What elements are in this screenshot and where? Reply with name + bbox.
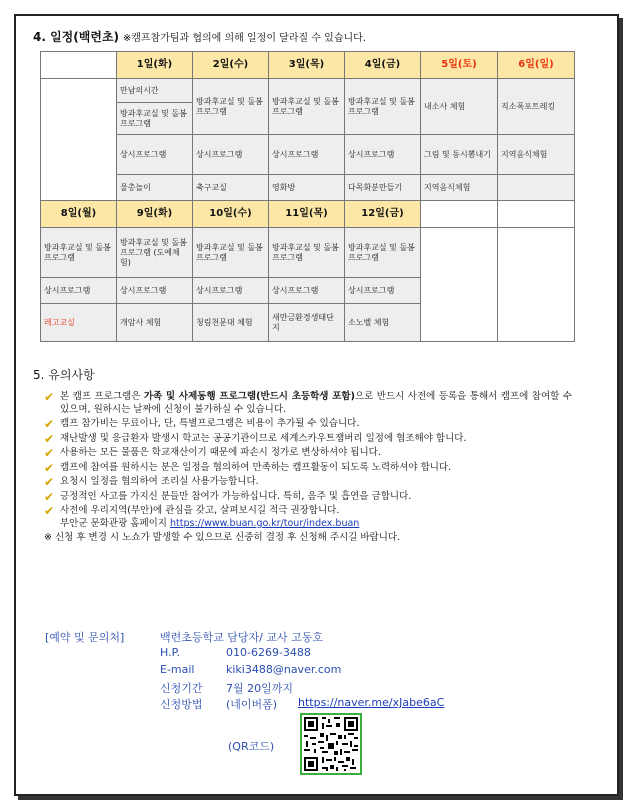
note-text: 캠프에 참여를 원하시는 분은 일정을 협의하여 만족하는 캠프활동이 되도록 노력하셔야 합니다. bbox=[60, 461, 452, 473]
note-text: 본 캠프 프로그램은 bbox=[60, 391, 144, 402]
qr-code-icon bbox=[302, 715, 360, 773]
schedule-cell: 상시프로그램 bbox=[117, 135, 193, 175]
schedule-cell: 상시프로그램 bbox=[345, 135, 421, 175]
note-text: 긍정적인 사고를 가지신 분들만 참여가 가능하십니다. 특히, 음주 및 흡연을 금합니다. bbox=[60, 490, 412, 502]
deadline-label: 신청기간 bbox=[160, 682, 203, 695]
schedule-cell: 축구교실 bbox=[193, 175, 269, 201]
note-item bbox=[44, 433, 572, 446]
schedule-title: 4. 일정(백련초) bbox=[33, 30, 120, 44]
hp-label: H.P. bbox=[160, 646, 180, 659]
schedule-cell: 방과후교실 및 돌봄프로그램 bbox=[345, 79, 421, 135]
note-text: 으로 반드시 사전에 등록을 통해서 캠프에 참여할 수 있으며, 원하시는 날짜에 신청이 불가하실 수 있습니다. bbox=[60, 391, 572, 415]
schedule-empty bbox=[498, 228, 575, 342]
day-header: 3일(목) bbox=[269, 52, 345, 79]
deadline-value: 7월 20일까지 bbox=[226, 682, 293, 695]
schedule-cell: 지역음식체험 bbox=[498, 135, 575, 175]
day-header: 2일(수) bbox=[193, 52, 269, 79]
day-header: 9일(화) bbox=[117, 201, 193, 228]
checkmark-icon: ✔ bbox=[44, 417, 55, 432]
notes-section-title bbox=[33, 366, 95, 383]
schedule-cell: 상시프로그램 bbox=[269, 135, 345, 175]
schedule-cell: 청림천문대 체험 bbox=[193, 304, 269, 342]
note-footnote bbox=[44, 532, 572, 545]
schedule-cell: 물총놀이 bbox=[117, 175, 193, 201]
schedule-cell: 방과후교실 및 돌봄프로그램 bbox=[345, 228, 421, 278]
qr-label: (QR코드) bbox=[228, 740, 275, 753]
schedule-row-label bbox=[41, 79, 117, 201]
schedule-cell: 방과후교실 및 돌봄프로그램 bbox=[193, 79, 269, 135]
day-header: 10일(수) bbox=[193, 201, 269, 228]
schedule-cell: 소노벨 체험 bbox=[345, 304, 421, 342]
qr-code[interactable] bbox=[300, 713, 362, 775]
footnote-text: ※ 신청 후 변경 시 노쇼가 발생할 수 있으므로 신중히 결정 후 신청해 주시길 바랍니다. bbox=[44, 532, 401, 544]
contact-school: 백련초등학교 담당자/ 교사 고동호 bbox=[160, 631, 323, 644]
schedule-cell: 내소사 체험 bbox=[421, 79, 498, 135]
note-text: 부안군 문화관광 홈페이지 bbox=[60, 517, 167, 529]
checkmark-icon: ✔ bbox=[44, 460, 55, 475]
schedule-cell: 다목화분만들기 bbox=[345, 175, 421, 201]
schedule-cell: 상시프로그램 bbox=[193, 135, 269, 175]
note-bold-text: 가족 및 사제동행 프로그램(반드시 초등학생 포함) bbox=[143, 391, 355, 402]
checkmark-icon: ✔ bbox=[44, 446, 55, 461]
hp-value: 010-6269-3488 bbox=[226, 646, 311, 659]
schedule-cell: 만남의시간 bbox=[117, 79, 193, 103]
day-header: 8일(월) bbox=[41, 201, 117, 228]
note-text: 요청시 일정을 협의하여 조리실 사용가능합니다. bbox=[60, 476, 259, 488]
note-text: 사전에 우리지역(부안)에 관심을 갖고, 살펴보시길 적극 권장합니다. bbox=[60, 505, 340, 517]
schedule-cell: 새만금환경생태단지 bbox=[269, 304, 345, 342]
email-label: E-mail bbox=[160, 663, 195, 676]
schedule-cell: 방과후교실 및 돌봄프로그램 bbox=[41, 228, 117, 278]
note-text: 캠프 참가비는 무료이나, 단, 특별프로그램은 비용이 추가될 수 있습니다. bbox=[60, 418, 360, 430]
note-item bbox=[44, 447, 572, 460]
schedule-cell: 상시프로그램 bbox=[345, 278, 421, 304]
checkmark-icon: ✔ bbox=[44, 475, 55, 490]
schedule-cell: 상시프로그램 bbox=[269, 278, 345, 304]
notes-title: 5. 유의사항 bbox=[33, 368, 95, 382]
day-header: 1일(화) bbox=[117, 52, 193, 79]
day-header: 4일(금) bbox=[345, 52, 421, 79]
day-header: 11일(목) bbox=[269, 201, 345, 228]
schedule-cell: 방과후교실 및 돌봄프로그램 bbox=[269, 228, 345, 278]
schedule-section-title bbox=[33, 28, 366, 45]
schedule-empty bbox=[421, 201, 498, 228]
schedule-cell: 방과후교실 및 돌봄프로그램 bbox=[269, 79, 345, 135]
day-header-saturday: 5일(토) bbox=[421, 52, 498, 79]
notes-list bbox=[44, 391, 572, 547]
schedule-cell bbox=[498, 175, 575, 201]
email-value[interactable]: kiki3488@naver.com bbox=[226, 663, 342, 676]
checkmark-icon: ✔ bbox=[44, 489, 55, 504]
schedule-cell: 직소폭포트레킹 bbox=[498, 79, 575, 135]
method-value: (네이버폼) bbox=[226, 698, 278, 711]
schedule-empty bbox=[498, 201, 575, 228]
schedule-cell: 상시프로그램 bbox=[193, 278, 269, 304]
schedule-cell: 지역음식체험 bbox=[421, 175, 498, 201]
schedule-cell: 개암사 체험 bbox=[117, 304, 193, 342]
note-item bbox=[44, 462, 572, 475]
checkmark-icon: ✔ bbox=[44, 431, 55, 446]
schedule-cell: 영화방 bbox=[269, 175, 345, 201]
method-label: 신청방법 bbox=[160, 698, 203, 711]
note-item bbox=[44, 476, 572, 489]
contact-label: [예약 및 문의처] bbox=[45, 631, 125, 644]
day-header-sunday: 6일(일) bbox=[498, 52, 575, 79]
note-item bbox=[44, 491, 572, 504]
schedule-empty bbox=[421, 228, 498, 342]
schedule-cell: 방과후교실 및 돌봄프로그램 bbox=[117, 103, 193, 135]
note-text: 사용하는 모든 물품은 학교재산이기 때문에 파손시 정가로 변상하셔야 됩니다. bbox=[60, 447, 381, 459]
day-header: 12일(금) bbox=[345, 201, 421, 228]
checkmark-icon: ✔ bbox=[44, 504, 55, 519]
schedule-cell: 상시프로그램 bbox=[117, 278, 193, 304]
note-item bbox=[44, 418, 572, 431]
schedule-cell-highlight: 레고교실 bbox=[41, 304, 117, 342]
note-item bbox=[44, 505, 572, 530]
schedule-cell: 상시프로그램 bbox=[41, 278, 117, 304]
schedule-note: ※캠프참가팀과 협의에 의해 일정이 달라질 수 있습니다. bbox=[122, 33, 366, 44]
tourism-homepage-link[interactable]: https://www.buan.go.kr/tour/index.buan bbox=[170, 517, 360, 529]
schedule-cell: 방과후교실 및 돌봄프로그램 bbox=[193, 228, 269, 278]
naver-form-link[interactable]: https://naver.me/xJabe6aC bbox=[298, 696, 445, 709]
note-item bbox=[44, 391, 572, 416]
note-text: 재난발생 및 응급환자 발생시 학교는 공공기관이므로 세계스카우트잼버리 일정에 협조해야 합니다. bbox=[60, 432, 467, 444]
schedule-corner bbox=[41, 52, 117, 79]
checkmark-icon: ✔ bbox=[44, 390, 55, 404]
schedule-cell: 그림 및 동시뽐내기 bbox=[421, 135, 498, 175]
schedule-table bbox=[40, 51, 575, 342]
schedule-cell: 방과후교실 및 돌봄프로그램 (도예체험) bbox=[117, 228, 193, 278]
